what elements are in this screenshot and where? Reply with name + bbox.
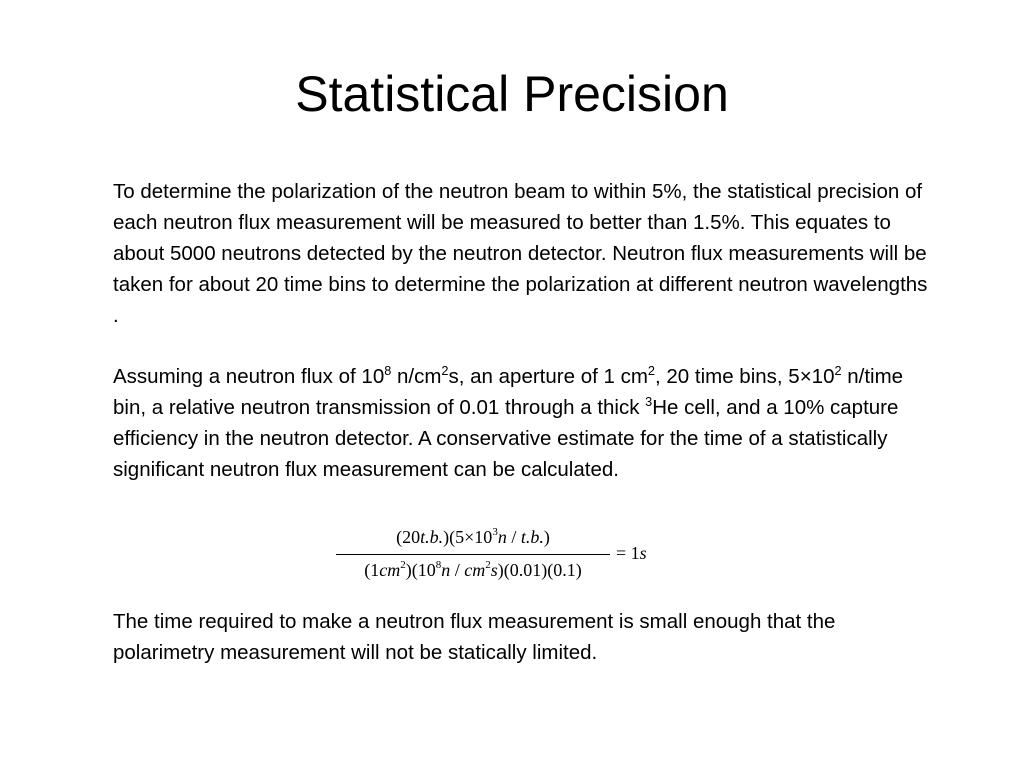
text-run: n/cm [391, 365, 442, 388]
text-run: Assuming a neutron flux of 10 [113, 365, 385, 388]
fraction-bar [336, 554, 610, 555]
formula-term: )(0.01)(0.1) [497, 560, 582, 580]
superscript: 2 [647, 363, 655, 379]
text-run: n/time bin, a relative neutron transmission of 0.01 through a thick [113, 365, 904, 419]
formula-exponent: 2 [485, 559, 491, 571]
formula-numerator [336, 527, 610, 548]
formula-term: n [497, 527, 507, 547]
text-run: He cell, and a 10% capture efficiency in the neutron detector. A conservative estimate for the time of a statistically significant neutron flux measurement can be calculated. [113, 396, 899, 481]
formula-term: t.b. [520, 527, 544, 547]
paragraph-statistical-precision: To determine the polarization of the neutron beam to within 5%, the statistical precision of each neutron flux measurement will be measured to better than 1.5%. This equates to about 5000 neutrons detected by the neutron detector. Neutron flux measurements will be taken for about 20 time bins to determine the polarization at different neutron wavelengths . [113, 180, 928, 327]
formula-term: (20 [396, 527, 421, 547]
formula-term: / [450, 560, 465, 580]
formula-term: ) [543, 527, 550, 547]
text-run: , 20 time bins, 5×10 [654, 365, 835, 388]
formula-term: t.b. [420, 527, 444, 547]
formula-denominator [336, 560, 610, 581]
formula-term: cm [379, 560, 401, 580]
slide-title: Statistical Precision [295, 66, 729, 122]
formula-term: )(5×10 [443, 527, 493, 547]
formula-term: s [639, 543, 647, 563]
formula-result [616, 543, 647, 564]
text-run: s, an aperture of 1 cm [448, 365, 648, 388]
paragraph-conclusion: The time required to make a neutron flux measurement is small enough that the polarimetry measurement will not be statically limited. [113, 610, 836, 664]
formula-term: (1 [364, 560, 380, 580]
formula-term: )(10 [405, 560, 436, 580]
superscript: 8 [384, 363, 392, 379]
formula-exponent: 3 [492, 526, 498, 538]
superscript: 3 [645, 394, 653, 410]
formula-term: = 1 [616, 543, 640, 563]
formula-exponent: 2 [400, 559, 406, 571]
formula-term: n [441, 560, 451, 580]
formula-term: / [506, 527, 521, 547]
superscript: 2 [441, 363, 449, 379]
formula-exponent: 8 [435, 559, 442, 571]
paragraph-assumptions [113, 361, 928, 485]
formula-term: s [490, 560, 498, 580]
superscript: 2 [834, 363, 842, 379]
formula-term: cm [464, 560, 486, 580]
